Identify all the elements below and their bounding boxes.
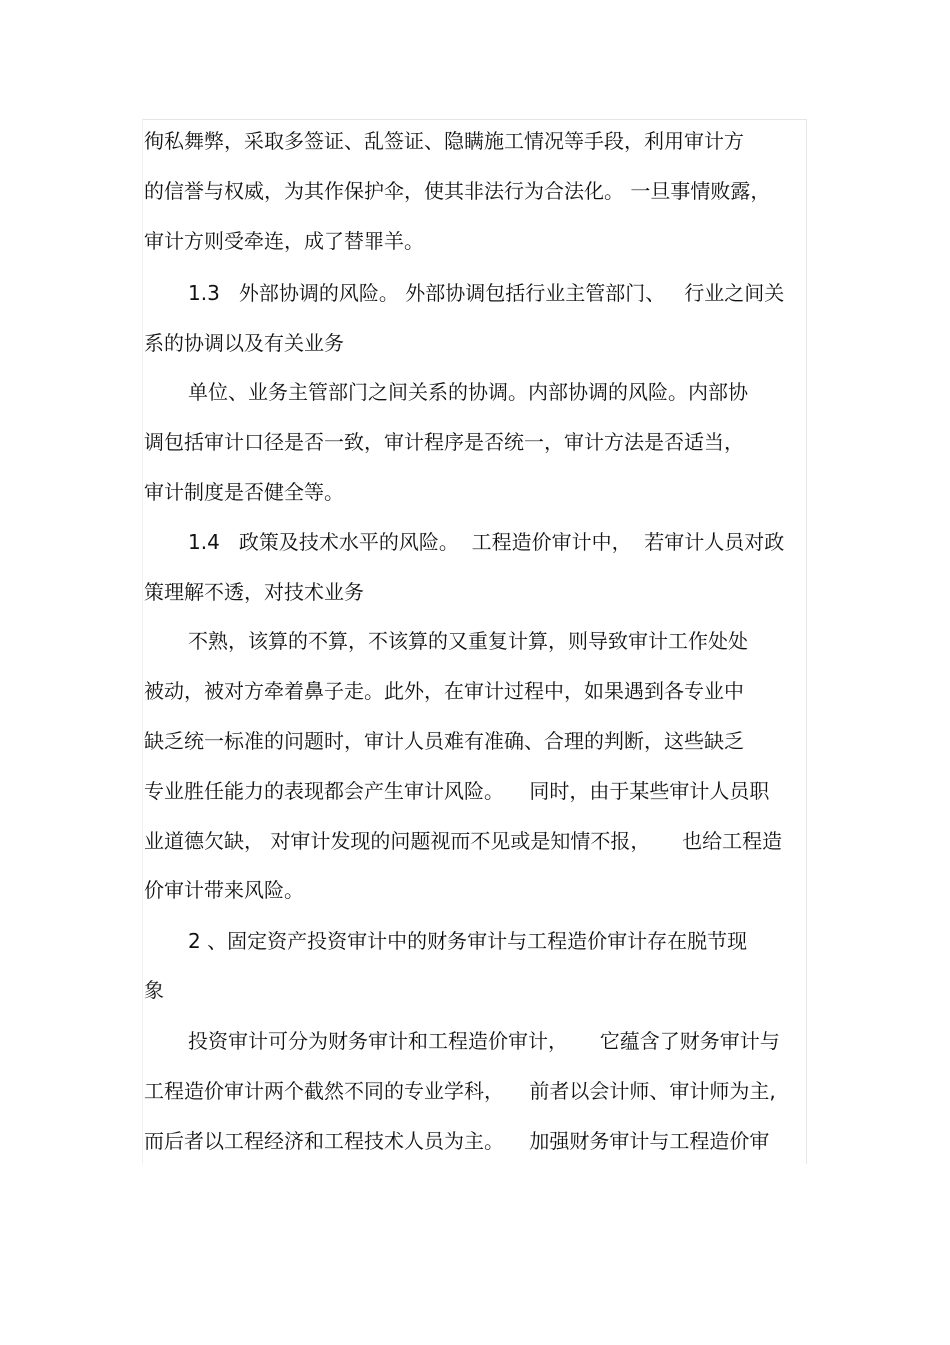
- text-line-20: 工程造价审计两个截然不同的专业学科， 前者以会计师、审计师为主,: [144, 1079, 776, 1103]
- text-line-16: 价审计带来风险。: [144, 878, 304, 902]
- section-2-heading: 2 、固定资产投资审计中的财务审计与工程造价审计存在脱节现: [188, 929, 748, 953]
- text-line-18: 象: [144, 978, 164, 1002]
- text-line-1: 徇私舞弊，采取多签证、乱签证、隐瞒施工情况等手段，利用审计方: [144, 129, 744, 153]
- text-line-13: 缺乏统一标准的问题时，审计人员难有准确、合理的判断，这些缺乏: [144, 729, 744, 753]
- text-line-10: 策理解不透，对技术业务: [144, 580, 364, 604]
- text-line-7: 调包括审计口径是否一致，审计程序是否统一，审计方法是否适当，: [144, 430, 744, 454]
- text-line-2: 的信誉与权威，为其作保护伞，使其非法行为合法化。 一旦事情败露，: [144, 179, 771, 203]
- section-1-3-heading: 1.3 外部协调的风险。 外部协调包括行业主管部门、 行业之间关: [188, 281, 785, 305]
- text-line-3: 审计方则受牵连，成了替罪羊。: [144, 229, 424, 253]
- text-line-11: 不熟，该算的不算，不该算的又重复计算，则导致审计工作处处: [188, 629, 748, 653]
- text-line-8: 审计制度是否健全等。: [144, 480, 344, 504]
- text-line-19: 投资审计可分为财务审计和工程造价审计， 它蕴含了财务审计与: [188, 1029, 780, 1053]
- section-1-4-heading: 1.4 政策及技术水平的风险。 工程造价审计中， 若审计人员对政: [188, 530, 785, 554]
- text-line-5: 系的协调以及有关业务: [144, 331, 344, 355]
- text-line-6: 单位、业务主管部门之间关系的协调。内部协调的风险。内部协: [188, 380, 748, 404]
- text-line-15: 业道德欠缺， 对审计发现的问题视而不见或是知情不报， 也给工程造: [144, 829, 783, 853]
- text-line-14: 专业胜任能力的表现都会产生审计风险。 同时，由于某些审计人员职: [144, 779, 770, 803]
- text-line-21: 而后者以工程经济和工程技术人员为主。 加强财务审计与工程造价审: [144, 1129, 770, 1153]
- text-line-12: 被动，被对方牵着鼻子走。此外，在审计过程中，如果遇到各专业中: [144, 679, 744, 703]
